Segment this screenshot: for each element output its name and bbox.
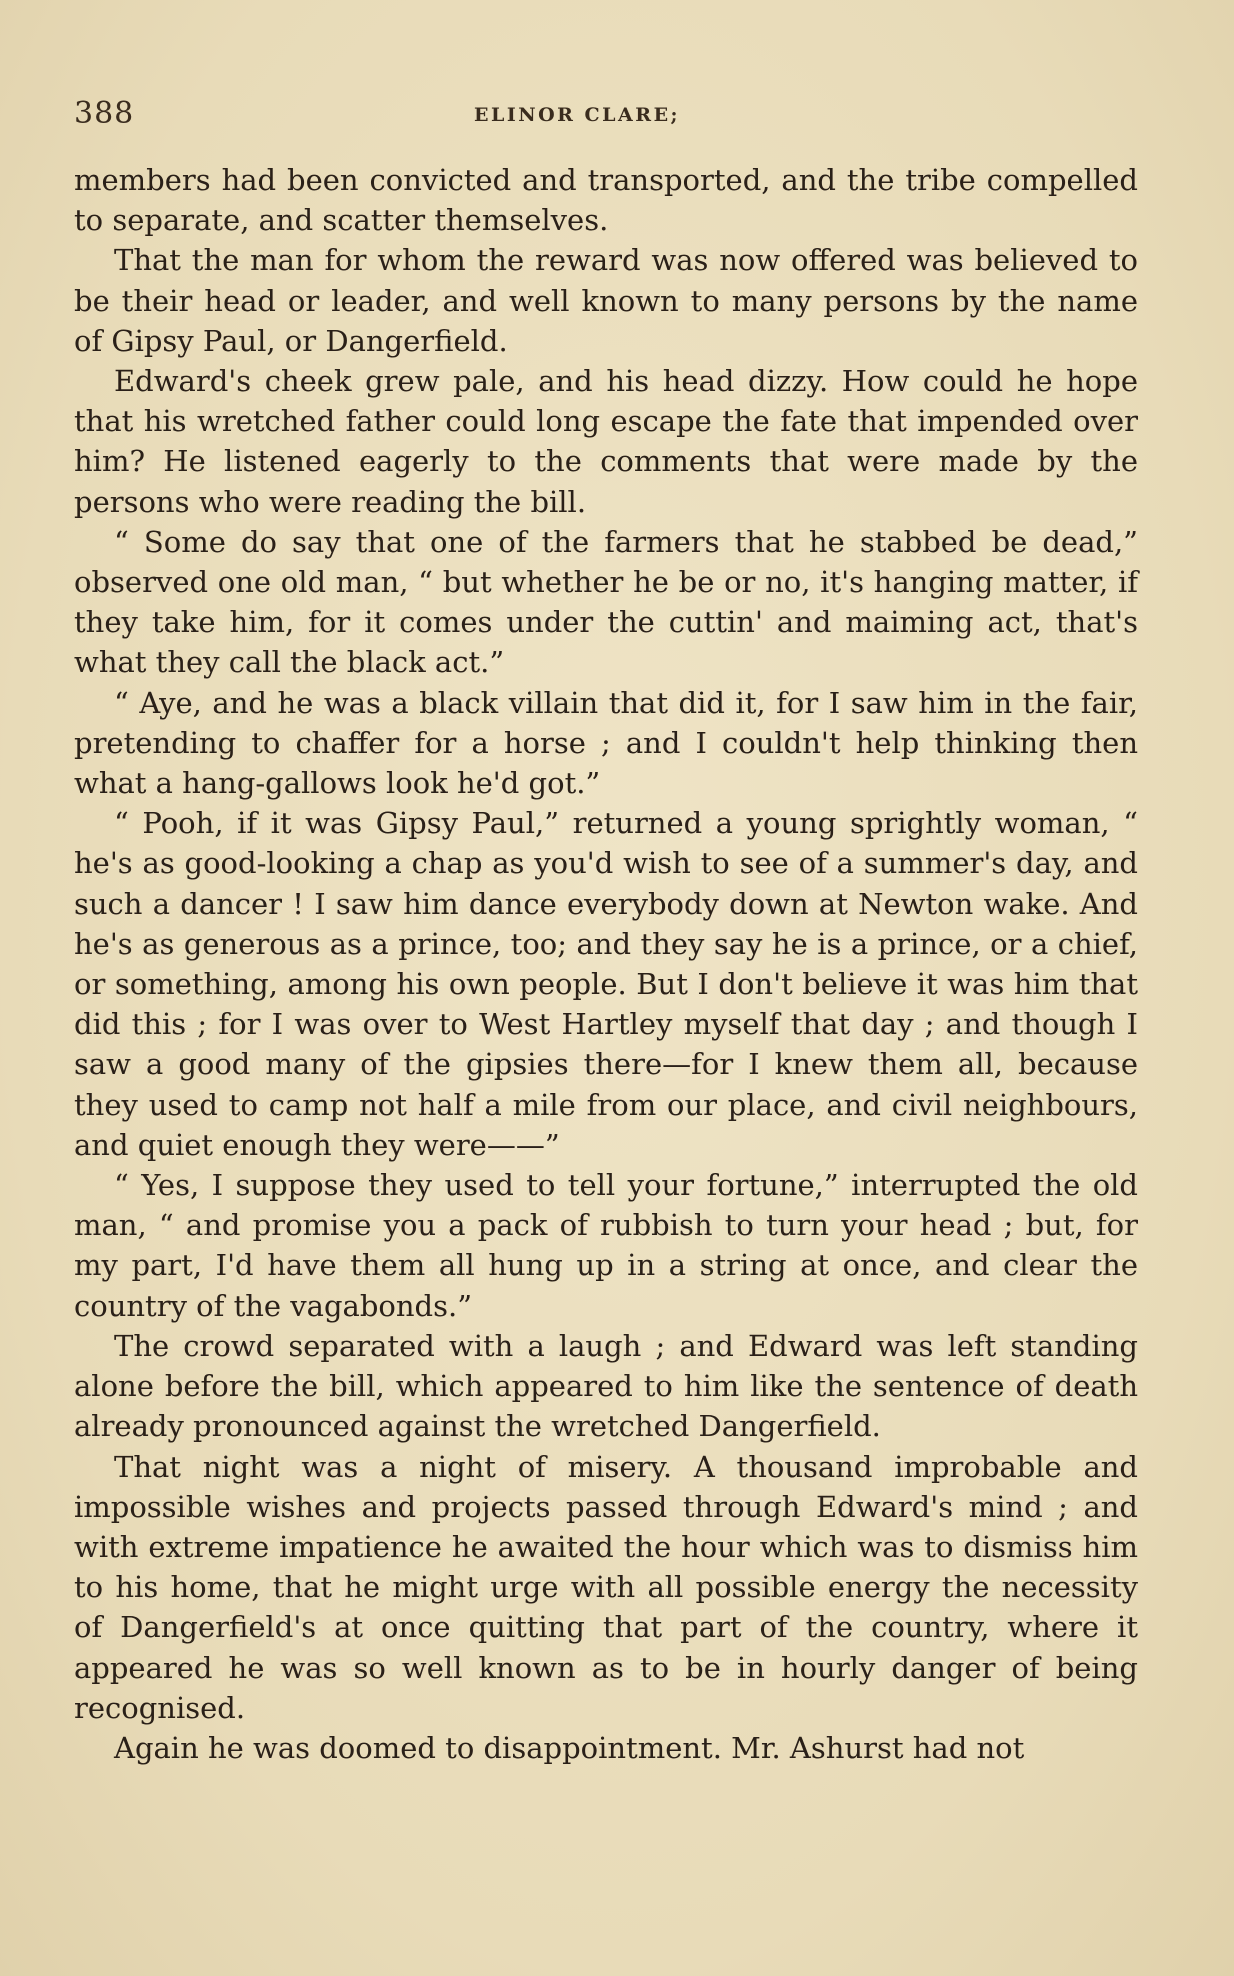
paragraph: Edward's cheek grew pale, and his head dizzy. How could he hope that his wretched father could long escape the fate that impended over him? He listened eagerly to the comments that were made by the persons who were reading the bill. [74,364,1138,519]
body-text [74,160,1138,1768]
paragraph: That the man for whom the reward was now offered was believed to be their head or leader, and well known to many persons by the name of Gipsy Paul, or Dangerfield. [74,243,1138,358]
paragraph: The crowd separated with a laugh ; and Edward was left standing alone before the bill, which appeared to him like the sentence of death already pronounced against the wretched Dangerfield. [74,1328,1138,1444]
page-number: 388 [74,96,135,131]
page-header [74,96,1134,136]
paragraph: members had been convicted and transported, and the tribe compelled to separate, and scatter themselves. [74,163,1138,238]
paragraph: Again he was doomed to disappointment. Mr. Ashurst had not [114,1730,1025,1765]
paragraph: “ Some do say that one of the farmers that he stabbed be dead,” observed one old man, “ but whether he be or no, it's hanging matter, if they take him, for it comes under the cuttin' and maiming act, that's what they call the black act.” [74,524,1138,680]
paragraph: “ Yes, I suppose they used to tell your fortune,” interrupted the old man, “ and promise you a pack of rubbish to turn your head ; but, for my part, I'd have them all hung up in a string at once, and clear the country of the vagabonds.” [74,1168,1138,1323]
paragraph: That night was a night of misery. A thousand improbable and impossible wishes and projects passed through Edward's mind ; and with extreme impatience he awaited the hour which was to dismiss him to his home, that he might urge with all possible energy the necessity of Dangerfield's at once quitting that part of the country, where it appeared he was so well known as to be in hourly danger of being recognised. [74,1449,1138,1725]
paragraph: “ Aye, and he was a black villain that did it, for I saw him in the fair, pretending to chaffer for a horse ; and I couldn't help thinking then what a hang-gallows look he'd got.” [74,685,1138,801]
paragraph: “ Pooh, if it was Gipsy Paul,” returned a young sprightly woman, “ he's as good-looking a chap as you'd wish to see of a summer's day, and such a dancer ! I saw him dance everybody down at Newton wake. And he's as generous as a prince, too; and they say he is a prince, or a chief, or something, among his own people. But I don't believe it was him that did this ; for I was over to West Hartley myself that day ; and though I saw a good many of the gipsies there—for I knew them all, because they used to camp not half a mile from our place, and civil neighbours, and quiet enough they were——” [74,806,1138,1162]
running-title: ELINOR CLARE; [474,104,681,126]
